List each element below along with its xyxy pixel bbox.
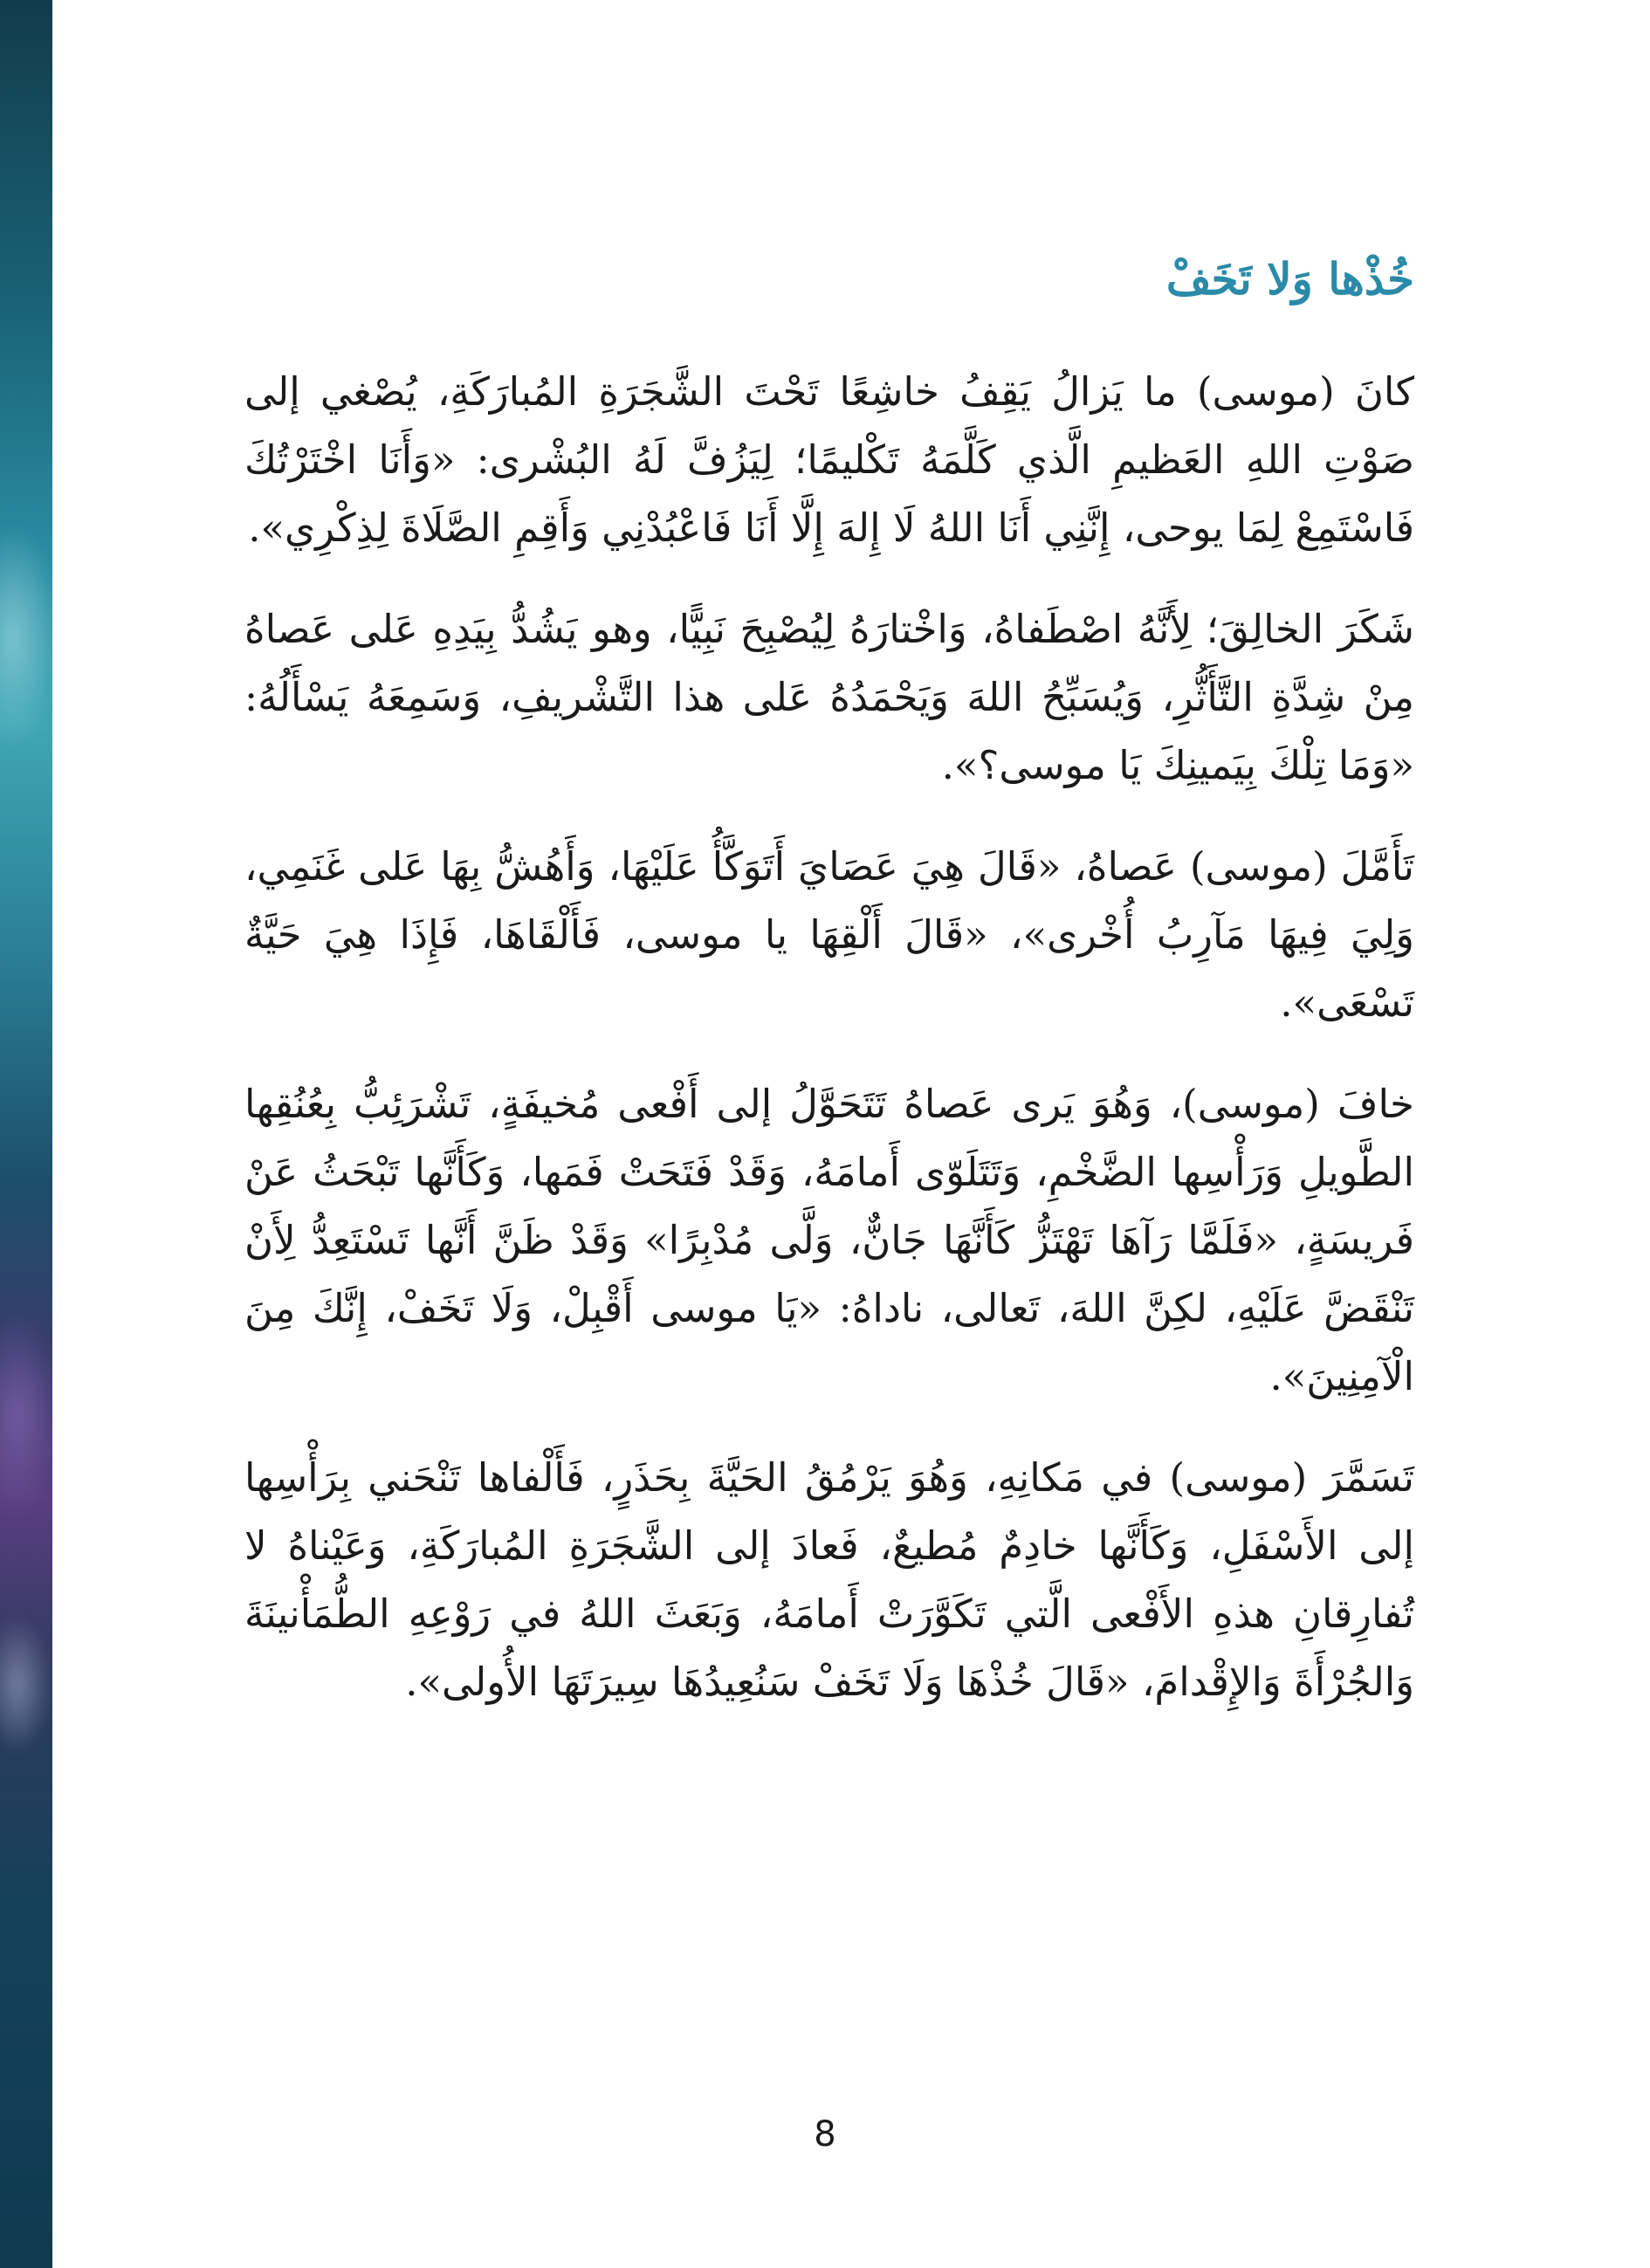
paragraph-2: شَكَرَ الخالِقَ؛ لِأَنَّهُ اصْطَفاهُ، وَاخْتارَهُ لِيُصْبِحَ نَبِيًّا، وهو يَشُدُّ بِيَدِهِ عَلى عَصاهُ مِنْ شِدَّةِ التَّأَثُّرِ، وَيُسَبِّحُ اللهَ وَيَحْمَدُهُ عَلى هذا التَّشْريفِ، وَسَمِعَهُ يَسْأَلُهُ: «وَمَا تِلْكَ بِيَمينِكَ يَا موسى؟». <box>244 606 1414 788</box>
strip-glow-light <box>0 1615 52 1755</box>
page-content <box>244 0 1414 2268</box>
paragraph-1: كانَ (موسى) ما يَزالُ يَقِفُ خاشِعًا تَحْتَ الشَّجَرَةِ المُبارَكَةِ، يُصْغي إلى صَوْتِ اللهِ العَظيمِ الَّذي كَلَّمَهُ تَكْليمًا؛ لِيَزُفَّ لَهُ البُشْرى: «وَأَنَا اخْتَرْتُكَ فَاسْتَمِعْ لِمَا يوحى، إِنَّنِي أَنَا اللهُ لَا إِلهَ إِلَّا أَنَا فَاعْبُدْنِي وَأَقِمِ الصَّلَاةَ لِذِكْرِي». <box>244 368 1414 551</box>
paragraph-4: خافَ (موسى)، وَهُوَ يَرى عَصاهُ تَتَحَوَّلُ إلى أَفْعى مُخيفَةٍ، تَشْرَئِبُّ بِعُنُقِها الطَّويلِ وَرَأْسِها الضَّخْمِ، وَتَتَلَوّى أَمامَهُ، وَقَدْ فَتَحَتْ فَمَها، وَكَأَنَّها تَبْحَثُ عَنْ فَريسَةٍ، «فَلَمَّا رَآهَا تَهْتَزُّ كَأَنَّهَا جَانٌّ، وَلَّى مُدْبِرًا» وَقَدْ ظَنَّ أَنَّها تَسْتَعِدُّ لِأَنْ تَنْقَضَّ عَلَيْهِ، لكِنَّ اللهَ، تَعالى، ناداهُ: «يَا موسى أَقْبِلْ، وَلَا تَخَفْ، إِنَّكَ مِنَ الْآمِنِينَ». <box>244 1081 1414 1399</box>
page-number: 8 <box>814 2114 836 2155</box>
strip-glow-purple <box>0 1309 52 1519</box>
strip-glow-teal <box>0 524 52 751</box>
paragraph-5: تَسَمَّرَ (موسى) في مَكانِهِ، وَهُوَ يَرْمُقُ الحَيَّةَ بِحَذَرٍ، فَأَلْفاها تَنْحَني بِرَأْسِها إلى الأَسْفَلِ، وَكَأَنَّها خادِمٌ مُطيعٌ، فَعادَ إلى الشَّجَرَةِ المُبارَكَةِ، وَعَيْناهُ لا تُفارِقانِ هذهِ الأَفْعى الَّتي تَكَوَّرَتْ أَمامَهُ، وَبَعَثَ اللهُ في رَوْعِهِ الطُّمَأْنينَةَ وَالجُرْأَةَ وَالإِقْدامَ، «قَالَ خُذْهَا وَلَا تَخَفْ سَنُعِيدُهَا سِيرَتَهَا الأُولى». <box>244 1454 1414 1705</box>
paragraph-3: تَأَمَّلَ (موسى) عَصاهُ، «قَالَ هِيَ عَصَايَ أَتَوَكَّأُ عَلَيْهَا، وَأَهُشُّ بِهَا عَلى غَنَمِي، وَلِيَ فِيهَا مَآرِبُ أُخْرى»، «قَالَ أَلْقِهَا يا موسى، فَأَلْقَاهَا، فَإِذَا هِيَ حَيَّةٌ تَسْعَى». <box>244 843 1414 1026</box>
story-body <box>244 358 1414 1749</box>
decorative-side-strip <box>0 0 52 2268</box>
page-title: خُذْها وَلا تَخَفْ <box>1165 253 1414 305</box>
